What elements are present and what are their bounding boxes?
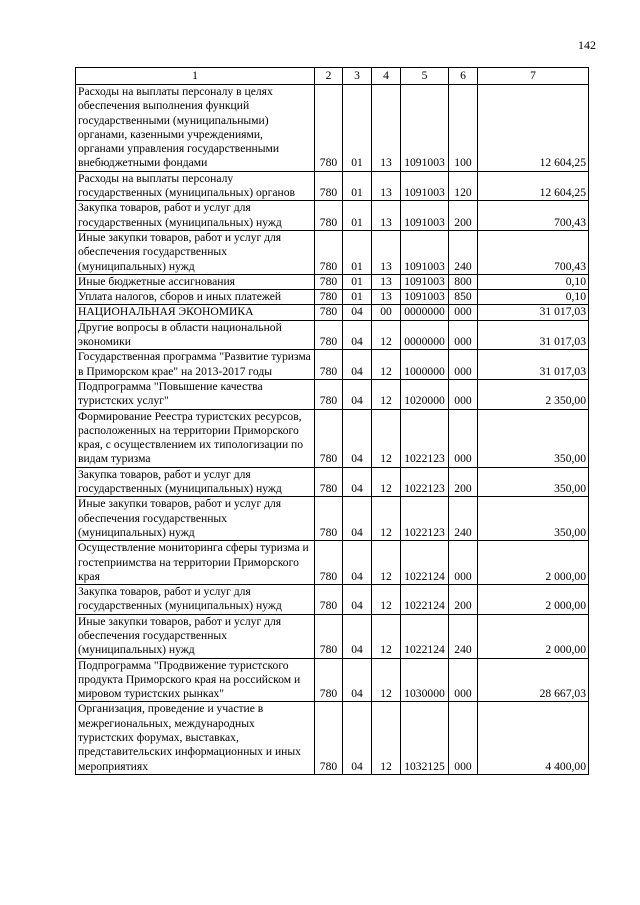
row-section-cell: 04 [343,409,372,467]
row-amount-cell: 350,00 [478,467,589,497]
row-code-cell: 780 [315,467,343,497]
row-target-cell: 1032125 [401,702,449,774]
row-amount-cell: 2 000,00 [478,614,589,658]
row-subsection-cell: 13 [372,201,401,231]
row-section-cell: 01 [343,274,372,289]
row-name-cell: Закупка товаров, работ и услуг для государственных (муниципальных) нужд [76,585,315,615]
table-row [76,274,589,289]
table-row [76,379,589,409]
row-amount-cell: 12 604,25 [478,85,589,172]
row-expense-type-cell: 000 [449,702,478,774]
row-name-cell: Расходы на выплаты персоналу государственных (муниципальных) органов [76,171,315,201]
table-row [76,350,589,380]
row-section-cell: 01 [343,201,372,231]
column-header: 6 [449,68,478,85]
page-number: 142 [578,38,596,52]
row-code-cell: 780 [315,85,343,172]
row-section-cell: 01 [343,230,372,274]
table-row [76,320,589,350]
row-code-cell: 780 [315,290,343,305]
row-amount-cell: 31 017,03 [478,350,589,380]
row-name-cell: Другие вопросы в области национальной экономики [76,320,315,350]
row-amount-cell: 700,43 [478,201,589,231]
row-amount-cell: 350,00 [478,409,589,467]
row-target-cell: 1030000 [401,658,449,702]
row-code-cell: 780 [315,585,343,615]
row-name-cell: Подпрограмма "Повышение качества туристских услуг" [76,379,315,409]
row-code-cell: 780 [315,379,343,409]
row-section-cell: 04 [343,614,372,658]
row-section-cell: 04 [343,379,372,409]
row-name-cell: Подпрограмма "Продвижение туристского продукта Приморского края на российском и мировом туристских рынках" [76,658,315,702]
row-expense-type-cell: 240 [449,614,478,658]
row-target-cell: 1091003 [401,274,449,289]
row-name-cell: Иные закупки товаров, работ и услуг для обеспечения государственных (муниципальных) нужд [76,497,315,541]
row-expense-type-cell: 000 [449,305,478,320]
row-section-cell: 04 [343,350,372,380]
row-code-cell: 780 [315,201,343,231]
row-subsection-cell: 12 [372,658,401,702]
row-expense-type-cell: 850 [449,290,478,305]
row-target-cell: 1022124 [401,541,449,585]
row-name-cell: Закупка товаров, работ и услуг для государственных (муниципальных) нужд [76,201,315,231]
column-header: 4 [372,68,401,85]
row-target-cell: 1000000 [401,350,449,380]
row-subsection-cell: 13 [372,85,401,172]
row-code-cell: 780 [315,702,343,774]
row-expense-type-cell: 200 [449,467,478,497]
row-target-cell: 1091003 [401,171,449,201]
row-code-cell: 780 [315,171,343,201]
row-section-cell: 04 [343,541,372,585]
row-amount-cell: 12 604,25 [478,171,589,201]
row-expense-type-cell: 000 [449,350,478,380]
row-subsection-cell: 12 [372,497,401,541]
row-subsection-cell: 12 [372,467,401,497]
row-amount-cell: 2 000,00 [478,541,589,585]
table-header-row [76,68,589,85]
row-expense-type-cell: 200 [449,201,478,231]
row-expense-type-cell: 000 [449,320,478,350]
row-name-cell: Иные закупки товаров, работ и услуг для обеспечения государственных (муниципальных) нужд [76,230,315,274]
row-subsection-cell: 13 [372,230,401,274]
column-header: 3 [343,68,372,85]
row-target-cell: 1022123 [401,497,449,541]
table-row [76,585,589,615]
row-name-cell: Организация, проведение и участие в межрегиональных, международных туристских форумах, выставках, представительских информационных и иных мероприятиях [76,702,315,774]
row-code-cell: 780 [315,541,343,585]
row-subsection-cell: 00 [372,305,401,320]
row-target-cell: 1091003 [401,230,449,274]
row-section-cell: 04 [343,497,372,541]
row-code-cell: 780 [315,320,343,350]
row-target-cell: 1022124 [401,614,449,658]
table-row [76,467,589,497]
row-target-cell: 0000000 [401,305,449,320]
row-subsection-cell: 12 [372,702,401,774]
row-code-cell: 780 [315,350,343,380]
row-target-cell: 1020000 [401,379,449,409]
row-subsection-cell: 13 [372,171,401,201]
row-name-cell: Уплата налогов, сборов и иных платежей [76,290,315,305]
row-subsection-cell: 12 [372,379,401,409]
row-section-cell: 04 [343,305,372,320]
row-amount-cell: 31 017,03 [478,305,589,320]
row-section-cell: 01 [343,171,372,201]
table-row [76,85,589,172]
row-target-cell: 1022124 [401,585,449,615]
row-name-cell: Закупка товаров, работ и услуг для государственных (муниципальных) нужд [76,467,315,497]
row-subsection-cell: 13 [372,274,401,289]
row-code-cell: 780 [315,274,343,289]
row-subsection-cell: 12 [372,350,401,380]
row-code-cell: 780 [315,230,343,274]
table-row [76,702,589,774]
table-row [76,201,589,231]
row-expense-type-cell: 000 [449,409,478,467]
row-expense-type-cell: 240 [449,230,478,274]
row-expense-type-cell: 240 [449,497,478,541]
row-subsection-cell: 12 [372,585,401,615]
row-expense-type-cell: 200 [449,585,478,615]
row-amount-cell: 31 017,03 [478,320,589,350]
row-target-cell: 1091003 [401,290,449,305]
row-subsection-cell: 12 [372,614,401,658]
row-target-cell: 1022123 [401,467,449,497]
row-target-cell: 0000000 [401,320,449,350]
column-header: 1 [76,68,315,85]
row-section-cell: 04 [343,658,372,702]
row-amount-cell: 4 400,00 [478,702,589,774]
table-row [76,305,589,320]
budget-table [75,67,589,775]
table-row [76,230,589,274]
row-amount-cell: 0,10 [478,290,589,305]
row-subsection-cell: 12 [372,409,401,467]
table-row [76,290,589,305]
row-name-cell: НАЦИОНАЛЬНАЯ ЭКОНОМИКА [76,305,315,320]
row-name-cell: Расходы на выплаты персоналу в целях обеспечения выполнения функций государственными (муниципальными) органами, казенными учреждениями, органами управления государственными внебюджетными фондами [76,85,315,172]
row-code-cell: 780 [315,305,343,320]
row-amount-cell: 0,10 [478,274,589,289]
row-section-cell: 01 [343,85,372,172]
row-code-cell: 780 [315,614,343,658]
row-amount-cell: 28 667,03 [478,658,589,702]
table-row [76,497,589,541]
row-amount-cell: 2 000,00 [478,585,589,615]
row-name-cell: Иные закупки товаров, работ и услуг для обеспечения государственных (муниципальных) нужд [76,614,315,658]
table-row [76,614,589,658]
table-row [76,409,589,467]
row-name-cell: Осуществление мониторинга сферы туризма и гостеприимства на территории Приморского края [76,541,315,585]
row-subsection-cell: 12 [372,320,401,350]
column-header: 7 [478,68,589,85]
row-target-cell: 1091003 [401,201,449,231]
row-subsection-cell: 12 [372,541,401,585]
row-expense-type-cell: 000 [449,379,478,409]
row-name-cell: Иные бюджетные ассигнования [76,274,315,289]
column-header: 2 [315,68,343,85]
row-target-cell: 1022123 [401,409,449,467]
row-expense-type-cell: 100 [449,85,478,172]
row-amount-cell: 2 350,00 [478,379,589,409]
table-row [76,171,589,201]
row-expense-type-cell: 000 [449,541,478,585]
row-code-cell: 780 [315,658,343,702]
table-row [76,541,589,585]
row-section-cell: 04 [343,702,372,774]
table-row [76,658,589,702]
row-section-cell: 04 [343,585,372,615]
row-section-cell: 04 [343,467,372,497]
row-expense-type-cell: 120 [449,171,478,201]
row-name-cell: Формирование Реестра туристских ресурсов, расположенных на территории Приморского края, с осуществлением их типологизации по видам туризма [76,409,315,467]
row-amount-cell: 350,00 [478,497,589,541]
row-expense-type-cell: 800 [449,274,478,289]
row-code-cell: 780 [315,497,343,541]
row-section-cell: 04 [343,320,372,350]
row-code-cell: 780 [315,409,343,467]
row-name-cell: Государственная программа "Развитие туризма в Приморском крае" на 2013-2017 годы [76,350,315,380]
row-section-cell: 01 [343,290,372,305]
column-header: 5 [401,68,449,85]
row-expense-type-cell: 000 [449,658,478,702]
row-subsection-cell: 13 [372,290,401,305]
row-target-cell: 1091003 [401,85,449,172]
row-amount-cell: 700,43 [478,230,589,274]
